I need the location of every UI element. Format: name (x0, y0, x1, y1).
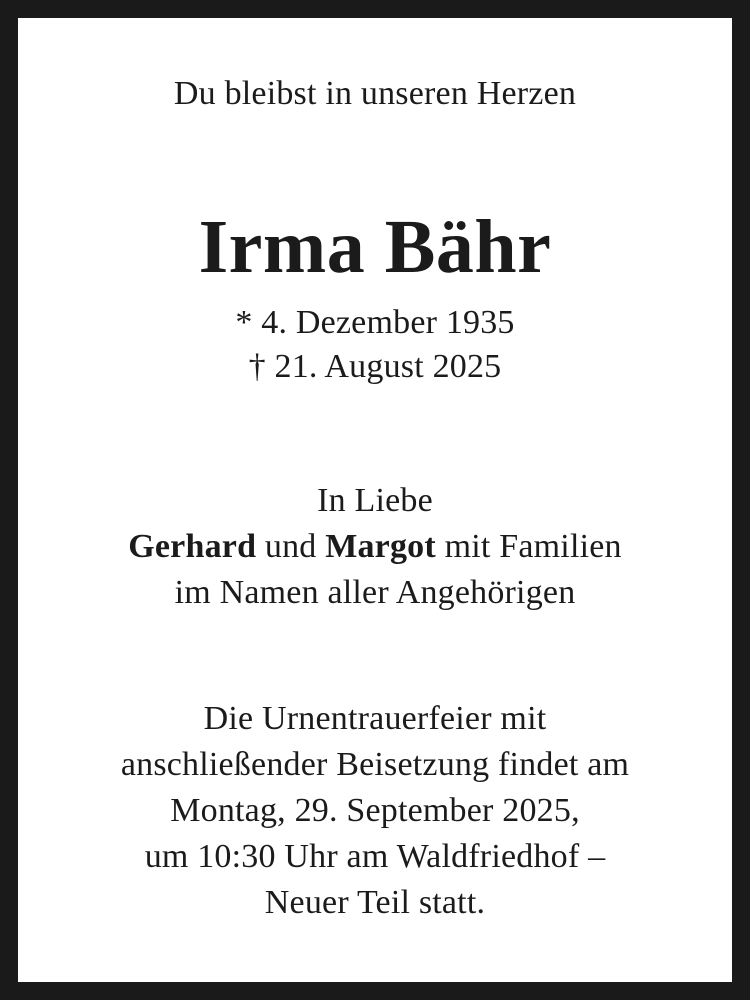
service-line-3: Montag, 29. September 2025, (170, 792, 580, 829)
service-line-2: anschließender Beisetzung findet am (120, 746, 630, 783)
and-text: und (256, 528, 326, 565)
motto-text: Du bleibst in unseren Herzen (173, 75, 577, 112)
death-date: † 21. August 2025 (248, 348, 502, 385)
with-families-text: mit Familien (435, 528, 622, 565)
mourner-name-gerhard: Gerhard (128, 528, 257, 565)
service-line-1: Die Urnentrauerfeier mit (203, 700, 547, 737)
mourners-line (18, 524, 732, 570)
service-line-5: Neuer Teil statt. (264, 884, 486, 921)
in-love-text: In Liebe (317, 482, 433, 519)
mourner-name-margot: Margot (325, 528, 436, 565)
on-behalf-text: im Namen aller Angehörigen (174, 574, 576, 611)
deceased-name: Irma Bähr (198, 205, 552, 289)
birth-date: * 4. Dezember 1935 (235, 304, 515, 341)
service-line-4: um 10:30 Uhr am Waldfriedhof – (144, 838, 606, 875)
